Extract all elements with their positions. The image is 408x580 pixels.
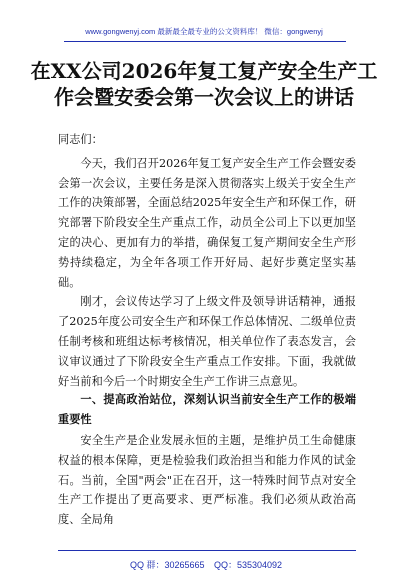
paragraph-2: 刚才，会议传达学习了上级文件及领导讲话精神，通报了2025年度公司安全生产和环保工作总体情况、二级单位责任制考核和班组达标考核情况，相关单位作了表态发言，会议审议通过了下阶段安全生产重点工作安排。下面，我就做好当前和今后一个时期安全生产工作讲三点意见。: [58, 295, 356, 388]
header-bar: [0, 26, 408, 37]
footer-qq: QQ：535304092: [214, 560, 283, 570]
document-body: [58, 130, 356, 530]
section-heading-1: 一、提高政治站位，深刻认识当前安全生产工作的极端重要性: [58, 394, 356, 427]
header-rule: [64, 41, 346, 42]
document-title: [20, 58, 388, 110]
header-text: www.gongwenyj.com 最新最全最专业的公文资料库！ 微信：gongwenyj: [85, 27, 323, 36]
paragraph-1: 今天，我们召开2026年复工复产安全生产工作会暨安委会第一次会议，主要任务是深入贯彻落实上级关于安全生产工作的决策部署，全面总结2025年安全生产和环保工作，研究部署下阶段安全生产重点工作，动员全公司上下以更加坚定的决心、更加有力的举措，确保复工复产期间安全生产形势持续稳定，为全年各项工作开好局、起好步奠定坚实基础。: [58, 156, 356, 289]
footer-rule: [58, 550, 356, 551]
title-line-2: 作会暨安委会第一次会议上的讲话: [54, 85, 354, 109]
greeting: 同志们：: [58, 133, 103, 146]
title-line-1: 在XX公司2026年复工复产安全生产工: [30, 59, 378, 83]
footer-qq-group: QQ 群：30265665: [130, 560, 205, 570]
paragraph-3: 安全生产是企业发展永恒的主题，是维护员工生命健康权益的根本保障，更是检验我们政治担当和能力作风的试金石。当前，全国"两会"正在召开，这一特殊时间节点对安全生产工作提出了更高要求、更严标准。我们必须从政治高度、全局角: [58, 433, 356, 527]
